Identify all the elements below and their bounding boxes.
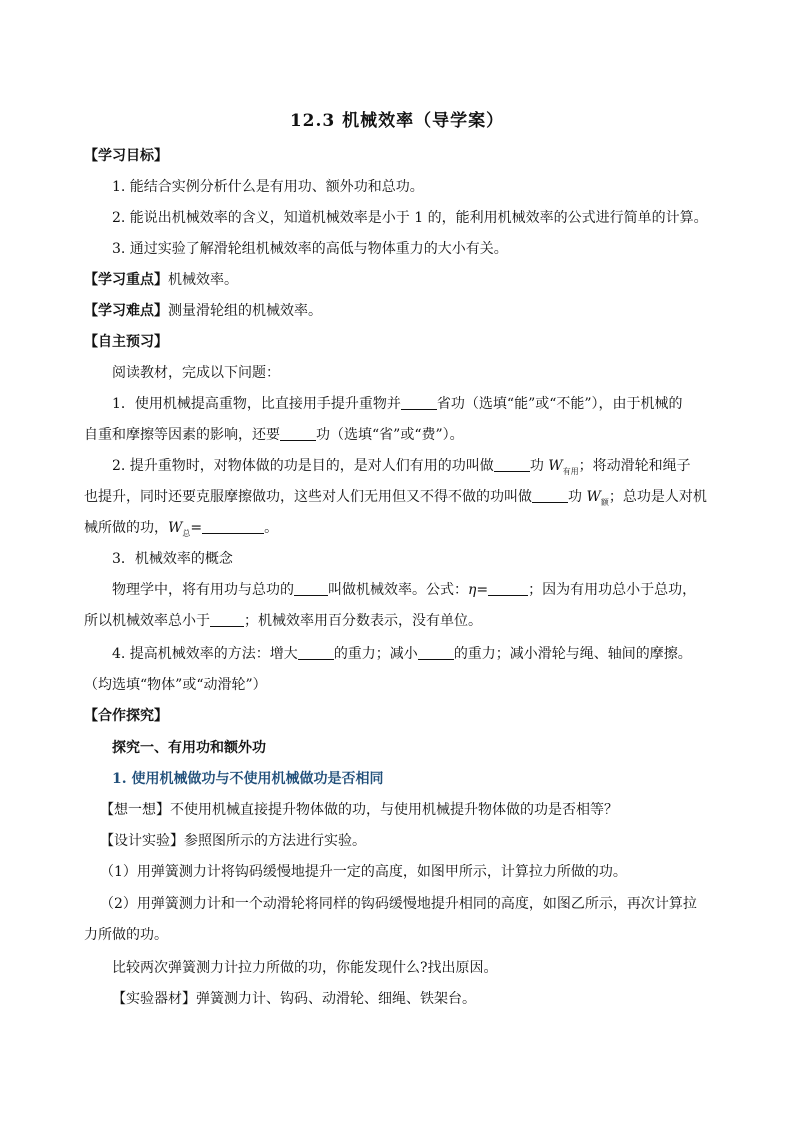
difficulty-line [84,301,714,321]
page-title: 12.3 机械效率（导学案） [289,111,505,131]
fill-blank[interactable] [298,645,334,660]
text: 械所做的功， [84,520,168,536]
text: 功 [529,458,544,474]
design-line [100,831,730,851]
text: 的重力；减小滑轮与绳、轴间的摩擦。 [453,646,692,662]
text: 2. 提升重物时，对物体做的功是目的，是对人们有用的功叫做 [112,458,494,474]
preview-heading: 【自主预习】 [84,334,168,350]
text: ；总功是人对机 [608,489,707,505]
text: 物理学中，将有用功与总功的 [112,582,294,598]
equipment-line [112,989,742,1009]
key-point-text: 机械效率。 [168,272,238,288]
question-1-line-1 [112,394,742,414]
text: 功（选填“省”或“费”）。 [316,427,464,443]
text: 参照图所示的方法进行实验。 [184,833,366,849]
question-3-title: 3．机械效率的概念 [112,551,233,567]
text: 叫做机械效率。公式： [328,582,468,598]
eta-symbol: η [468,582,477,598]
text: 不使用机械直接提升物体做的功，与使用机械提升物体做的功是否相等？ [170,802,618,818]
key-point-heading: 【学习重点】 [84,272,168,288]
think-line [100,800,730,820]
question-4-line-2: （均选填“物体”或“动滑轮”） [84,677,267,693]
fill-blank[interactable] [294,581,328,596]
question-1-line-2 [84,425,714,445]
text: 所以机械效率总小于 [84,613,210,629]
key-point-line [84,270,714,290]
step-2-line-2: 力所做的功。 [84,927,168,943]
fill-blank[interactable] [488,581,528,596]
preview-intro: 阅读教材，完成以下问题： [112,365,280,381]
text: = [476,582,489,598]
text: = [190,520,203,536]
tag: 【设计实验】 [100,833,184,849]
text: 弹簧测力计、钩码、动滑轮、细绳、铁架台。 [196,991,476,1007]
subscript: 总 [182,528,191,538]
symbol: W [548,458,563,474]
question-2-line-3 [84,518,714,544]
text: ；机械效率用百分数表示，没有单位。 [244,613,482,629]
fill-blank[interactable] [280,426,316,441]
coop-heading: 【合作探究】 [84,708,168,724]
fill-blank[interactable] [202,519,264,534]
question-4-line-1 [112,644,742,664]
step-2-line-1: （2）用弹簧测力计和一个动滑轮将同样的钩码缓慢地提升相同的高度，如图乙所示，再次计算拉 [100,896,697,912]
text: 。 [264,520,279,536]
text: ；将动滑轮和绳子 [578,458,691,474]
step-1: （1）用弹簧测力计将钩码缓慢地提升一定的高度，如图甲所示，计算拉力所做的功。 [100,864,627,880]
symbol: W [586,489,601,505]
symbol: W [168,520,183,536]
subscript: 有用 [562,466,579,476]
goals-heading: 【学习目标】 [84,148,168,164]
question-2-line-1 [112,456,742,482]
text: 也提升，同时还要克服摩擦做功，这些对人们无用但又不得不做的功叫做 [84,489,532,505]
question-3-line-2 [84,611,714,631]
text: 省功（选填“能”或“不能”），由于机械的 [436,396,683,412]
fill-blank[interactable] [494,457,530,472]
text: 4. 提高机械效率的方法：增大 [112,646,298,662]
goal-item: 1. 能结合实例分析什么是有用功、额外功和总功。 [112,179,424,195]
tag: 【实验器材】 [112,991,196,1007]
goal-item: 3. 通过实验了解滑轮组机械效率的高低与物体重力的大小有关。 [112,241,508,257]
explore-1-title: 探究一、有用功和额外功 [112,740,266,756]
fill-blank[interactable] [210,612,244,627]
difficulty-text: 测量滑轮组的机械效率。 [168,303,322,319]
question-3-line-1 [112,580,742,600]
goal-item: 2. 能说出机械效率的含义，知道机械效率是小于 1 的，能利用机械效率的公式进行简单的计算。 [112,210,708,226]
text: 自重和摩擦等因素的影响，还要 [84,427,280,443]
fill-blank[interactable] [532,488,568,503]
text: 1．使用机械提高重物，比直接用手提升重物并 [112,396,401,412]
subscript: 额 [600,497,609,507]
tag: 【想一想】 [100,802,170,818]
fill-blank[interactable] [401,395,437,410]
text: 功 [568,489,582,505]
difficulty-heading: 【学习难点】 [84,303,168,319]
fill-blank[interactable] [418,645,454,660]
text: ；因为有用功总小于总功， [528,582,697,598]
question-2-line-2 [84,487,714,513]
sub-1-title: 1. 使用机械做功与不使用机械做功是否相同 [112,771,384,787]
compare-line: 比较两次弹簧测力计拉力所做的功，你能发现什么?找出原因。 [112,960,498,976]
text: 的重力；减小 [333,646,418,662]
